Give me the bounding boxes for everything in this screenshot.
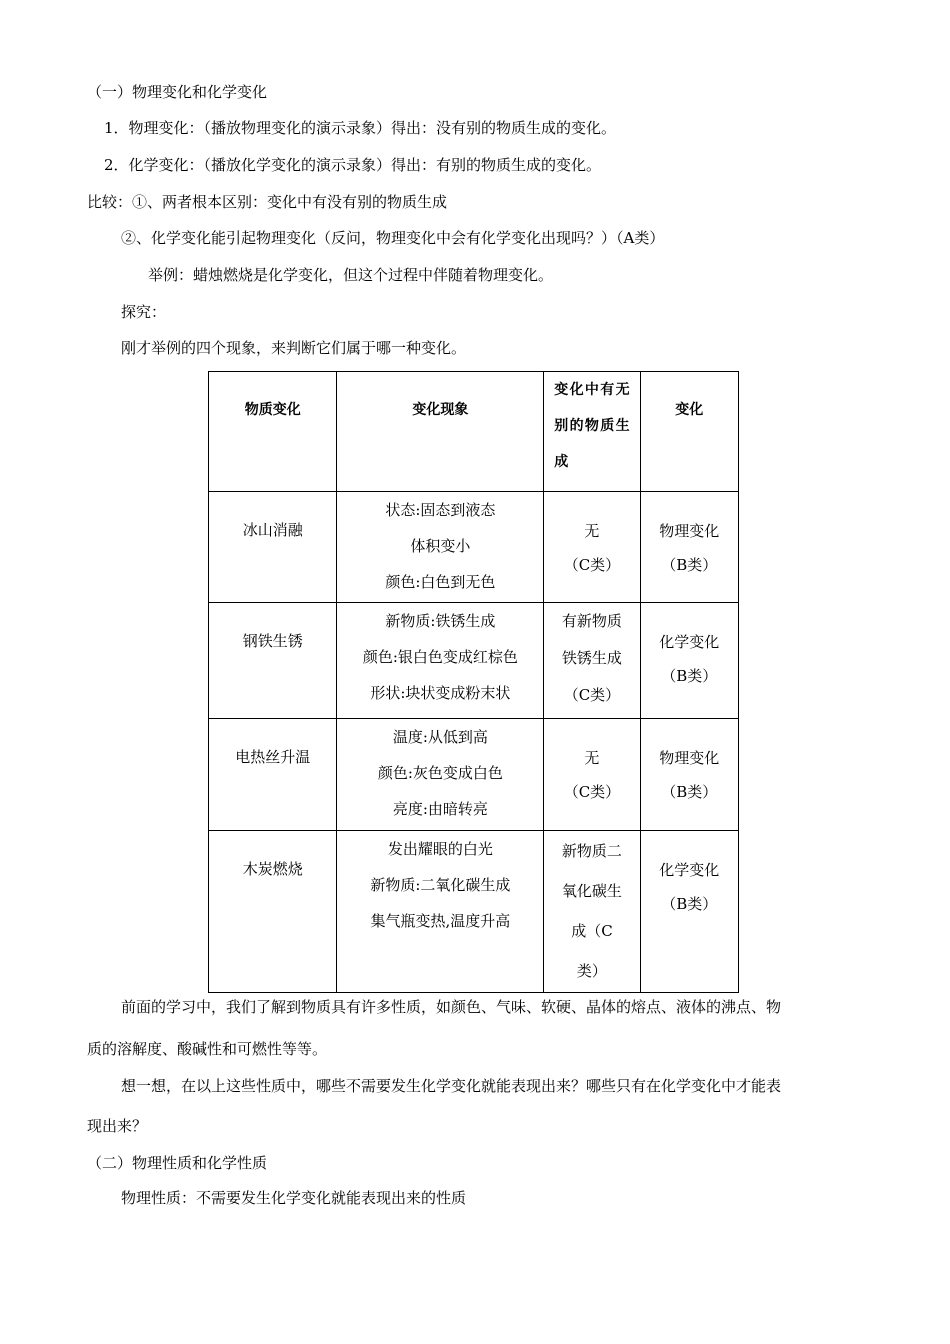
header-change-type: 变化 (640, 372, 738, 492)
change-type-line: （B类） (661, 895, 718, 913)
paragraph-properties-line2: 质的溶解度、酸碱性和可燃性等等。 (87, 1040, 328, 1058)
change-type-line: 物理变化 (659, 749, 720, 767)
table-row (209, 831, 739, 993)
new-matter-line: 铁锈生成 (561, 649, 622, 667)
cell-new-matter (544, 492, 640, 603)
new-matter-line: 类） (576, 962, 607, 980)
explore-desc: 刚才举例的四个现象，来判断它们属于哪一种变化。 (121, 339, 467, 357)
phenomenon-line: 形状:块状变成粉末状 (370, 684, 511, 702)
cell-new-matter (544, 603, 640, 719)
phenomenon-line: 颜色:灰色变成白色 (377, 764, 503, 782)
new-matter-line: （C类） (563, 686, 621, 704)
change-type-line: （B类） (661, 556, 718, 574)
cell-change-type (640, 719, 738, 831)
new-matter-line: 氧化碳生 (561, 882, 622, 900)
new-matter-line: （C类） (563, 556, 621, 574)
item-physical-change: 1．物理变化：（播放物理变化的演示录象）得出：没有别的物质生成的变化。 (104, 119, 617, 137)
example-line: 举例：蜡烛燃烧是化学变化，但这个过程中伴随着物理变化。 (148, 266, 554, 284)
phenomenon-line: 体积变小 (410, 537, 471, 555)
change-type-line: （B类） (661, 783, 718, 801)
phenomenon-line: 颜色:银白色变成红棕色 (362, 648, 518, 666)
cell-substance: 冰山消融 (209, 492, 337, 603)
header-phenomena: 变化现象 (337, 372, 544, 492)
cell-change-type (640, 831, 738, 993)
phenomenon-line: 亮度:由暗转亮 (392, 800, 488, 818)
explore-label: 探究： (121, 303, 167, 321)
header-substance: 物质变化 (209, 372, 337, 492)
cell-change-type (640, 492, 738, 603)
phenomenon-line: 发出耀眼的白光 (387, 840, 493, 858)
cell-substance: 木炭燃烧 (209, 831, 337, 993)
cell-phenomena (337, 603, 544, 719)
paragraph-question-line2: 现出来？ (87, 1117, 148, 1135)
table-row (209, 719, 739, 831)
new-matter-line: 无 (584, 749, 600, 767)
table-row (209, 603, 739, 719)
phenomenon-line: 新物质:铁锈生成 (385, 612, 496, 630)
header-new-matter (544, 372, 640, 492)
paragraph-properties-line1: 前面的学习中，我们了解到物质具有许多性质，如颜色、气味、软硬、晶体的熔点、液体的沸点、物 (121, 998, 782, 1016)
change-comparison-table (208, 371, 739, 993)
new-matter-line: 成（C (571, 922, 613, 940)
change-type-line: 化学变化 (659, 633, 720, 651)
new-matter-line: 有新物质 (561, 612, 622, 630)
cell-phenomena (337, 492, 544, 603)
item-chemical-change: 2．化学变化：（播放化学变化的演示录象）得出：有别的物质生成的变化。 (104, 156, 602, 174)
cell-new-matter (544, 831, 640, 993)
cell-new-matter (544, 719, 640, 831)
change-type-line: 物理变化 (659, 522, 720, 540)
cell-phenomena (337, 831, 544, 993)
change-type-line: 化学变化 (659, 861, 720, 879)
physical-property-definition: 物理性质：不需要发生化学变化就能表现出来的性质 (121, 1189, 467, 1207)
cell-change-type (640, 603, 738, 719)
compare-line-1: 比较：①、两者根本区别：变化中有没有别的物质生成 (87, 193, 448, 211)
section2-title: （二）物理性质和化学性质 (87, 1154, 268, 1172)
paragraph-question-line1: 想一想，在以上这些性质中，哪些不需要发生化学变化就能表现出来？哪些只有在化学变化中才能表 (121, 1077, 782, 1095)
phenomenon-line: 新物质:二氧化碳生成 (370, 876, 511, 894)
section1-title: （一）物理变化和化学变化 (87, 83, 268, 101)
new-matter-line: 新物质二 (561, 842, 622, 860)
table-header-row (209, 372, 739, 492)
phenomenon-line: 集气瓶变热,温度升高 (370, 912, 511, 930)
new-matter-line: 无 (584, 522, 600, 540)
table-row (209, 492, 739, 603)
change-type-line: （B类） (661, 667, 718, 685)
cell-substance: 钢铁生锈 (209, 603, 337, 719)
cell-phenomena (337, 719, 544, 831)
new-matter-line: （C类） (563, 783, 621, 801)
phenomenon-line: 颜色:白色到无色 (385, 573, 496, 591)
header-new-matter-text: 变化中有无别的物质生成 (554, 382, 630, 470)
compare-line-2: ②、化学变化能引起物理变化（反问，物理变化中会有化学变化出现吗？）（A类） (121, 229, 665, 247)
cell-substance: 电热丝升温 (209, 719, 337, 831)
phenomenon-line: 状态:固态到液态 (385, 501, 496, 519)
phenomenon-line: 温度:从低到高 (392, 728, 488, 746)
